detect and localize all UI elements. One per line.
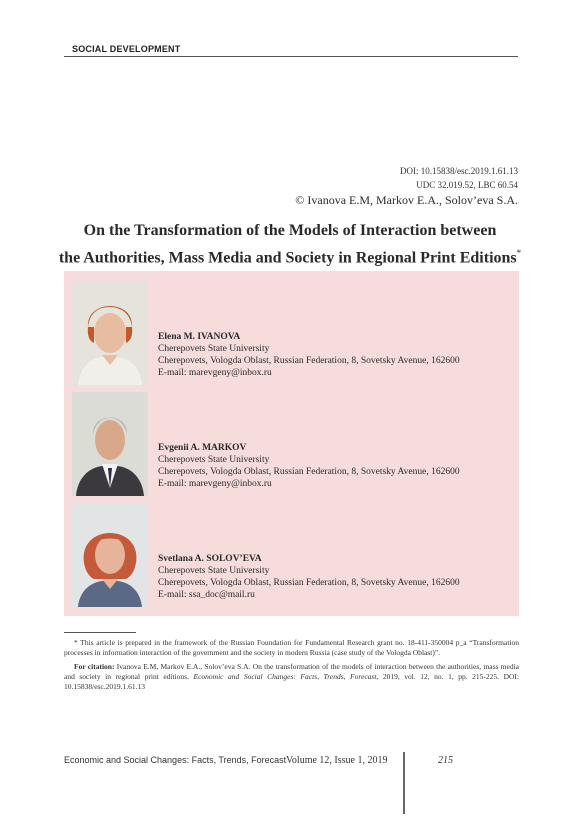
citation-journal: Economic and Social Changes: Facts, Trends, Forecast,: [193, 672, 379, 681]
author-info: [158, 442, 460, 490]
author-card: [72, 503, 512, 607]
copyright: © Ivanova E.M, Markov E.A., Solov’eva S.A.: [295, 193, 518, 207]
header-divider: [64, 56, 518, 57]
portrait-image: [72, 392, 148, 496]
footnote-divider: [64, 632, 136, 633]
title-line-2: [40, 242, 540, 269]
citation-text: Ivanova E.M, Markov E.A., Solov’eva S.A. On the transformation of the models of interaction between the authorities, mass media and society in regional print editions.: [64, 662, 520, 681]
doi: DOI: 10.15838/esc.2019.1.61.13: [400, 166, 518, 176]
article-title: [40, 220, 540, 269]
author-info: [158, 553, 460, 601]
citation-tail: 2019, vol. 12, no. 1, pp. 215-225. DOI: 10.15838/esc.2019.1.61.13: [64, 672, 520, 691]
footer-vertical-bar: [403, 752, 405, 814]
title-line-2-text: the Authorities, Mass Media and Society in Regional Print Editions: [58, 249, 517, 267]
author-photo: [72, 503, 148, 607]
author-card: [72, 281, 512, 385]
grant-footnote: * This article is prepared in the framework of the Russian Foundation for Fundamental Research grant no. 18-411-350004 p_a “Transformation processes in information interaction of the government and the society in modern Russia (case study of the Vologda Oblast)”.: [64, 638, 519, 657]
title-line-1: On the Transformation of the Models of Interaction between: [83, 222, 497, 239]
citation-footnote: [64, 662, 519, 692]
author-name: Evgenii A. MARKOV: [158, 443, 247, 453]
author-name: Svetlana A. SOLOV’EVA: [158, 554, 262, 564]
citation-label: For citation:: [74, 662, 115, 671]
author-affiliation: Cherepovets State University: [158, 566, 270, 576]
author-photo: [72, 281, 148, 385]
author-photo: [72, 392, 148, 496]
author-affiliation: Cherepovets State University: [158, 455, 270, 465]
footer-issue: Volume 12, Issue 1, 2019: [286, 755, 388, 766]
udc-lbc: UDC 32.019.52, LBC 60.54: [416, 180, 518, 190]
author-email: E-mail: marevgeny@inbox.ru: [158, 368, 272, 378]
portrait-image: [72, 281, 148, 385]
author-email: E-mail: marevgeny@inbox.ru: [158, 479, 272, 489]
author-info: [158, 331, 460, 379]
footnotes: [64, 638, 519, 692]
portrait-image: [72, 503, 148, 607]
author-card: [72, 392, 512, 496]
page-number: 215: [438, 755, 453, 766]
author-email: E-mail: ssa_doc@mail.ru: [158, 590, 255, 600]
footer-journal: Economic and Social Changes: Facts, Trends, Forecast: [64, 755, 287, 765]
author-address: Cherepovets, Vologda Oblast, Russian Federation, 8, Sovetsky Avenue, 162600: [158, 467, 460, 477]
author-affiliation: Cherepovets State University: [158, 344, 270, 354]
page-footer: [64, 755, 519, 769]
title-footnote-mark: *: [516, 248, 522, 258]
author-address: Cherepovets, Vologda Oblast, Russian Federation, 8, Sovetsky Avenue, 162600: [158, 578, 460, 588]
author-address: Cherepovets, Vologda Oblast, Russian Federation, 8, Sovetsky Avenue, 162600: [158, 356, 460, 366]
section-label: SOCIAL DEVELOPMENT: [72, 44, 181, 54]
authors-panel: [64, 271, 519, 616]
author-name: Elena M. IVANOVA: [158, 332, 241, 342]
